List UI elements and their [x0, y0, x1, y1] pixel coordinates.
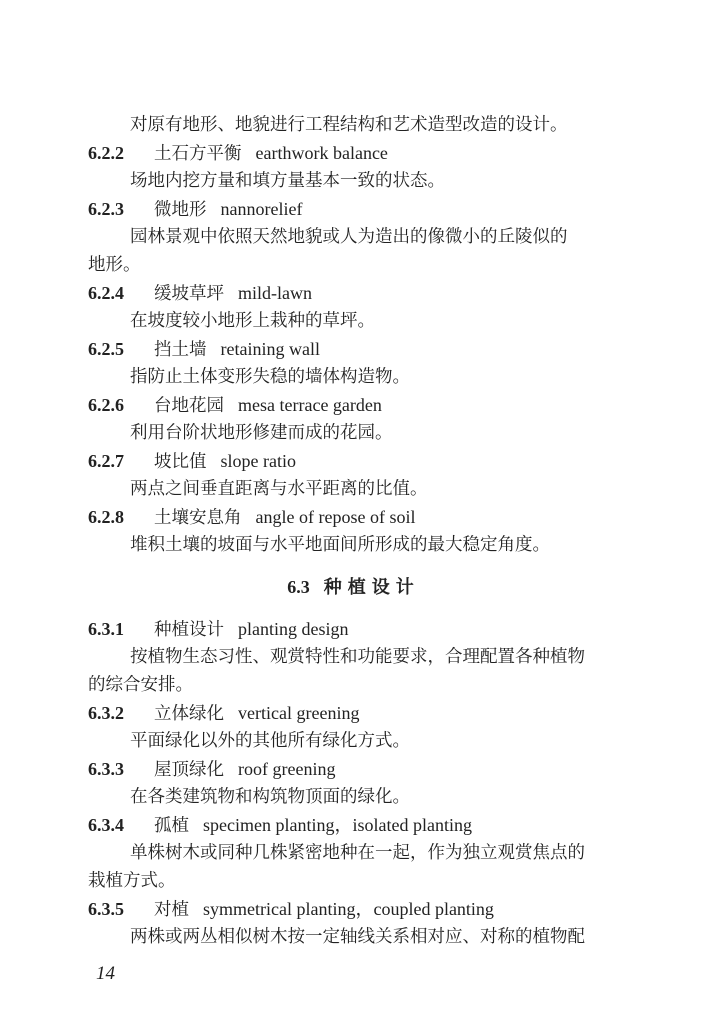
term-english: retaining wall — [220, 339, 320, 359]
term-number: 6.3.1 — [88, 619, 124, 639]
term-number: 6.3.4 — [88, 815, 124, 835]
paragraph-continuation: 栽植方式。 — [88, 871, 176, 891]
term-number: 6.2.5 — [88, 339, 124, 359]
term-number: 6.2.2 — [88, 143, 124, 163]
term-entry — [88, 337, 621, 362]
term-entry — [88, 813, 621, 838]
paragraph: 按植物生态习性、观赏特性和功能要求，合理配置各种植物 — [130, 647, 585, 667]
term-english: mesa terrace garden — [238, 395, 382, 415]
paragraph: 平面绿化以外的其他所有绿化方式。 — [130, 731, 410, 751]
term-chinese: 坡比值 — [154, 452, 207, 472]
term-entry — [88, 281, 621, 306]
section-heading — [0, 573, 707, 599]
term-english: earthwork balance — [255, 143, 388, 163]
term-number: 6.2.8 — [88, 507, 124, 527]
paragraph: 利用台阶状地形修建而成的花园。 — [130, 423, 393, 443]
term-number: 6.2.4 — [88, 283, 124, 303]
paragraph: 单株树木或同种几株紧密地种在一起，作为独立观赏焦点的 — [130, 843, 585, 863]
term-chinese: 微地形 — [154, 200, 207, 220]
term-english: slope ratio — [220, 451, 296, 471]
term-chinese: 土壤安息角 — [154, 508, 242, 528]
term-english: angle of repose of soil — [255, 507, 416, 527]
term-number: 6.2.7 — [88, 451, 124, 471]
term-entry — [88, 197, 621, 222]
paragraph-continuation: 的综合安排。 — [88, 675, 193, 695]
term-entry — [88, 141, 621, 166]
term-chinese: 台地花园 — [154, 396, 224, 416]
term-entry — [88, 449, 621, 474]
term-chinese: 缓坡草坪 — [154, 284, 224, 304]
term-chinese: 立体绿化 — [154, 704, 224, 724]
term-number: 6.3.3 — [88, 759, 124, 779]
term-english: mild-lawn — [238, 283, 312, 303]
paragraph: 场地内挖方量和填方量基本一致的状态。 — [130, 171, 445, 191]
term-entry — [88, 701, 621, 726]
term-chinese: 土石方平衡 — [154, 144, 242, 164]
term-entry — [88, 757, 621, 782]
term-entry — [88, 617, 621, 642]
paragraph: 两株或两丛相似树木按一定轴线关系相对应、对称的植物配 — [130, 927, 585, 947]
term-number: 6.2.3 — [88, 199, 124, 219]
paragraph-continuation: 地形。 — [88, 255, 141, 275]
term-number: 6.3.5 — [88, 899, 124, 919]
term-chinese: 种植设计 — [154, 620, 224, 640]
term-number: 6.2.6 — [88, 395, 124, 415]
paragraph: 园林景观中依照天然地貌或人为造出的像微小的丘陵似的 — [130, 227, 568, 247]
term-english: planting design — [238, 619, 349, 639]
term-chinese: 挡土墙 — [154, 340, 207, 360]
term-entry — [88, 897, 621, 922]
term-english: nannorelief — [220, 199, 303, 219]
section-title: 种植设计 — [323, 577, 420, 598]
term-chinese: 对植 — [154, 900, 189, 920]
term-english: specimen planting，isolated planting — [203, 815, 472, 835]
term-english: vertical greening — [238, 703, 360, 723]
paragraph: 指防止土体变形失稳的墙体构造物。 — [130, 367, 410, 387]
paragraph: 两点之间垂直距离与水平距离的比值。 — [130, 479, 428, 499]
page-number: 14 — [96, 963, 115, 984]
paragraph: 在各类建筑物和构筑物顶面的绿化。 — [130, 787, 410, 807]
paragraph: 对原有地形、地貌进行工程结构和艺术造型改造的设计。 — [130, 115, 568, 135]
section-number: 6.3 — [287, 577, 310, 597]
term-chinese: 屋顶绿化 — [154, 760, 224, 780]
paragraph: 在坡度较小地形上栽种的草坪。 — [130, 311, 375, 331]
term-english: roof greening — [238, 759, 336, 779]
term-entry — [88, 505, 621, 530]
term-chinese: 孤植 — [154, 816, 189, 836]
term-number: 6.3.2 — [88, 703, 124, 723]
term-english: symmetrical planting，coupled planting — [203, 899, 494, 919]
paragraph: 堆积土壤的坡面与水平地面间所形成的最大稳定角度。 — [130, 535, 550, 555]
term-entry — [88, 393, 621, 418]
